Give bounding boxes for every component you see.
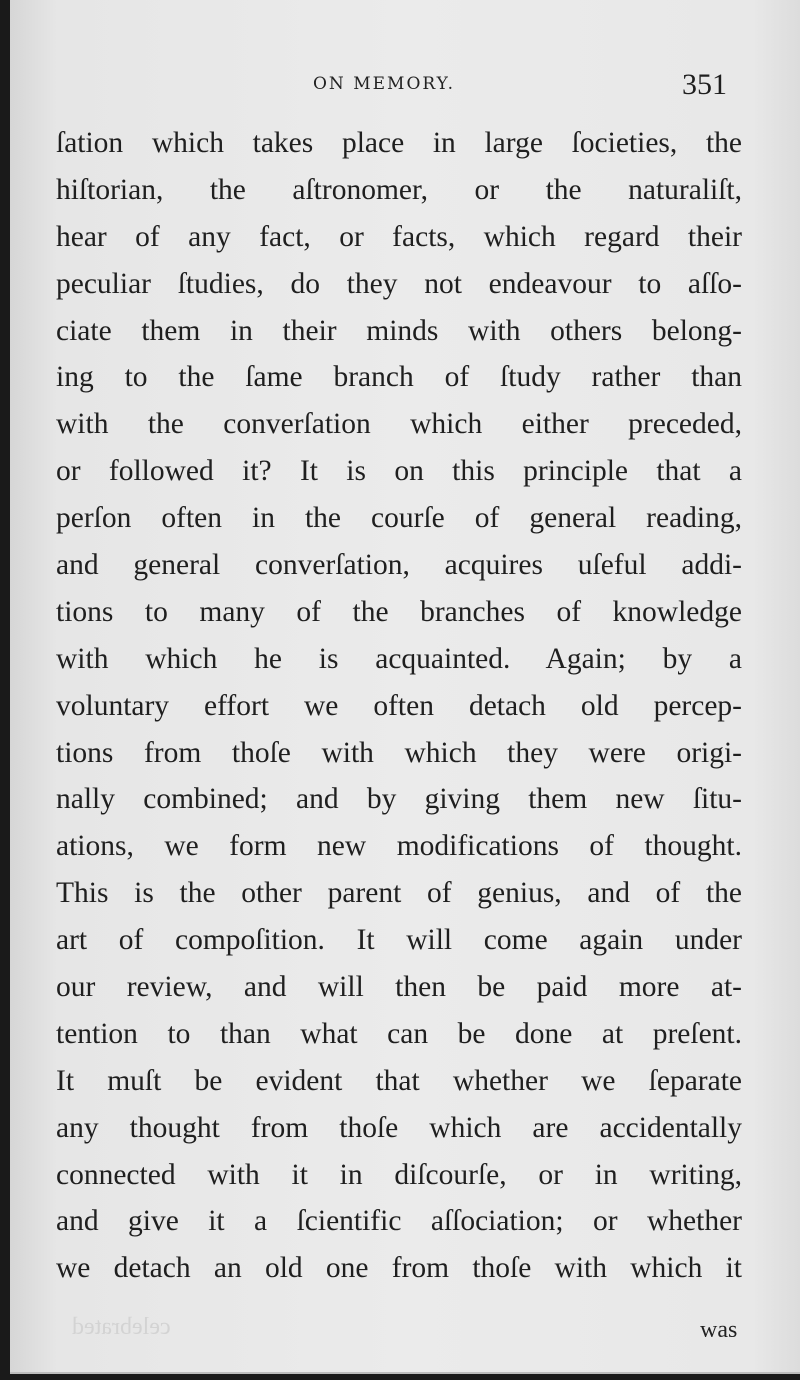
- text-line: any thought from thoſe which are accidentally: [56, 1111, 742, 1144]
- text-line: hear of any fact, or facts, which regard their: [56, 220, 742, 253]
- text-line: ſation which takes place in large ſocieties, the: [56, 127, 742, 159]
- book-page: [10, 0, 800, 1374]
- text-line: This is the other parent of genius, and of the: [56, 877, 742, 910]
- text-line: or followed it? It is on this principle that a: [56, 455, 742, 488]
- text-line: voluntary effort we often detach old percep-: [56, 689, 742, 722]
- bleed-through-text: celebrated: [72, 1314, 171, 1340]
- catchword: was: [700, 1317, 738, 1343]
- text-line: peculiar ſtudies, do they not endeavour to aſſo-: [56, 267, 742, 300]
- page-number: 351: [682, 68, 727, 101]
- text-line: tions from thoſe with which they were origi-: [56, 736, 742, 769]
- text-line: ations, we form new modifications of thought.: [56, 830, 742, 863]
- text-line: with the converſation which either preceded,: [56, 408, 742, 441]
- text-line: perſon often in the courſe of general reading,: [56, 502, 742, 535]
- text-line: tention to than what can be done at preſent.: [56, 1017, 742, 1050]
- text-line: our review, and will then be paid more at-: [56, 971, 742, 1004]
- text-line: ciate them in their minds with others belong-: [56, 314, 742, 347]
- running-head: ON MEMORY.: [313, 74, 456, 94]
- text-line: ing to the ſame branch of ſtudy rather than: [56, 361, 742, 394]
- body-text: [56, 120, 742, 1292]
- text-line: and general converſation, acquires uſeful addi-: [56, 549, 742, 582]
- text-line: tions to many of the branches of knowledge: [56, 595, 742, 628]
- text-line: we detach an old one from thoſe with which it: [56, 1252, 742, 1285]
- text-line: nally combined; and by giving them new ſitu-: [56, 783, 742, 816]
- text-line: It muſt be evident that whether we ſeparate: [56, 1064, 742, 1097]
- text-line: and give it a ſcientific aſſociation; or whether: [56, 1205, 742, 1238]
- text-line: connected with it in diſcourſe, or in writing,: [56, 1158, 742, 1191]
- page-header: [10, 66, 800, 106]
- text-line: hiſtorian, the aſtronomer, or the naturaliſt,: [56, 173, 742, 206]
- text-line: art of compoſition. It will come again under: [56, 924, 742, 957]
- text-line: with which he is acquainted. Again; by a: [56, 642, 742, 675]
